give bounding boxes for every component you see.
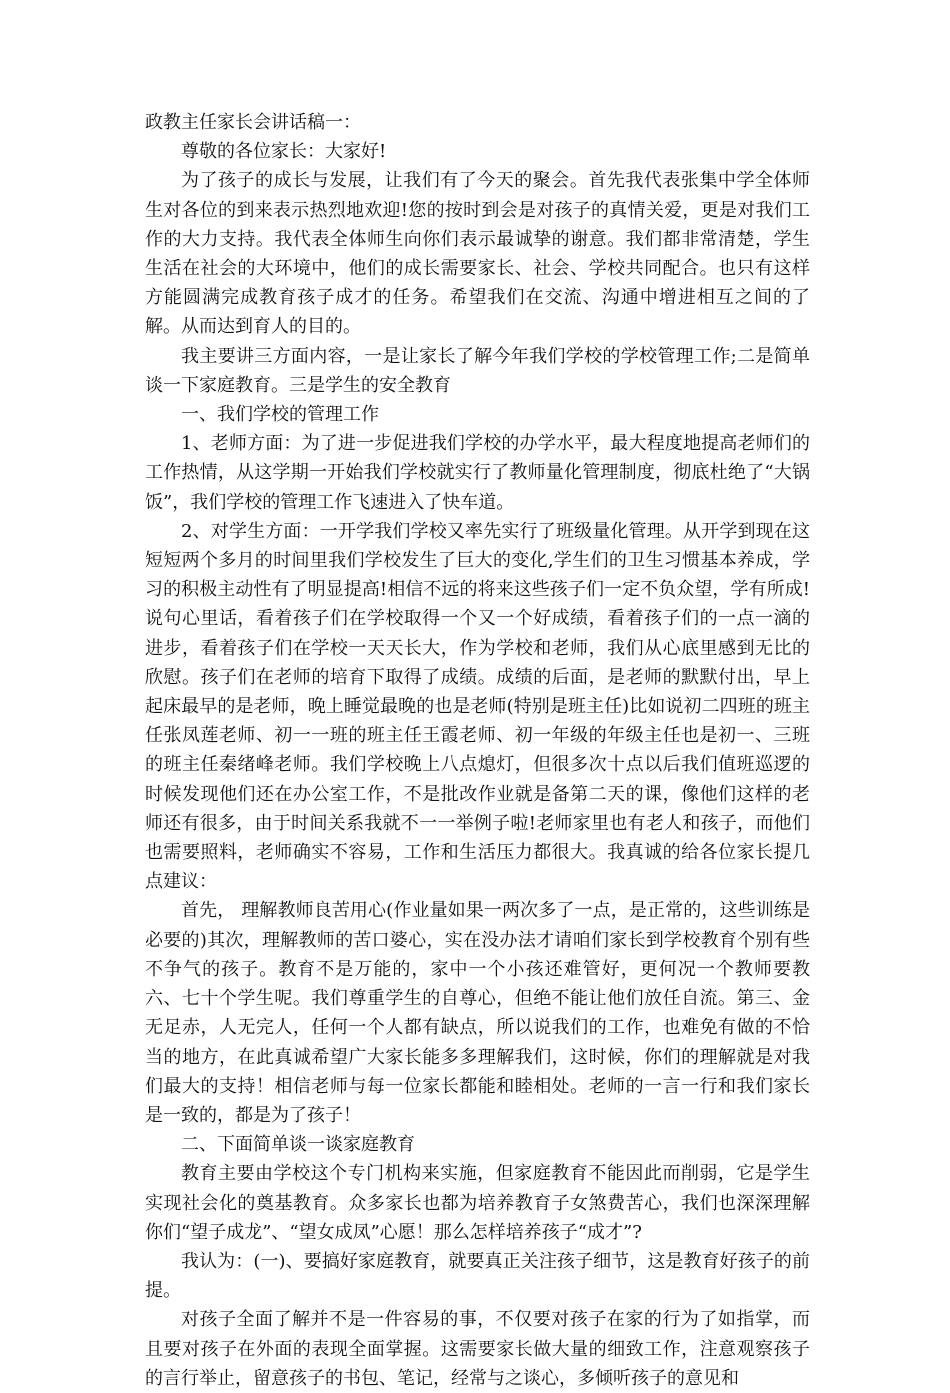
paragraph-greeting: 尊敬的各位家长：大家好! [181,141,387,163]
paragraph-opinion: 我认为：(一)、要搞好家庭教育，就要真正关注孩子细节，这是教育好孩子的前提。 [145,1250,810,1302]
paragraph-welcome: 为了孩子的成长与发展，让我们有了今天的聚会。首先我代表张集中学全体师生对各位的到来表示热烈地欢迎!您的按时到会是对孩子的真情关爱，更是对我们工作的大力支持。我代表全体师生向你们表示最诚挚的谢意。我们都非常清楚，学生生活在社会的大环境中，他们的成长需要家长、社会、学校共同配合。也只有这样方能圆满完成教育孩子成才的任务。希望我们在交流、沟通中增进相互之间的了解。从而达到育人的目的。 [145,170,810,338]
section-heading-management: 一、我们学校的管理工作 [181,404,379,426]
paragraph-suggestions: 首先， 理解教师良苦用心(作业量如果一两次多了一点，是正常的，这些训练是必要的)其次，理解教师的苦口婆心，实在没办法才请咱们家长到学校教育个别有些不争气的孩子。教育不是万能的，家中一个小孩还难管好，更何况一个教师要教六、七十个学生呢。我们尊重学生的自尊心，但绝不能让他们放任自流。第三、金无足赤，人无完人，任何一个人都有缺点，所以说我们的工作，也难免有做的不恰当的地方，在此真诚希望广大家长能多多理解我们，这时候，你们的理解就是对我们最大的支持！相信老师与每一位家长都能和睦相处。老师的一言一行和我们家长是一致的，都是为了孩子！ [145,900,810,1126]
paragraph-outline: 我主要讲三方面内容，一是让家长了解今年我们学校的学校管理工作;二是简单谈一下家庭教育。三是学生的安全教育 [145,345,810,396]
paragraph-understanding-children: 对孩子全面了解并不是一件容易的事，不仅要对孩子在家的行为了如指掌，而且要对孩子在外面的表现全面掌握。这需要家长做大量的细致工作，注意观察孩子的言行举止，留意孩子的书包、笔记，经常与之谈心，多倾听孩子的意见和 [145,1309,810,1389]
document-title: 政教主任家长会讲话稿一： [145,112,361,133]
document-body [145,108,810,1393]
paragraph-family-education: 教育主要由学校这个专门机构来实施，但家庭教育不能因此而削弱，它是学生实现社会化的奠基教育。众多家长也都为培养教育子女煞费苦心，我们也深深理解你们“望子成龙”、“望女成凤”心愿！那么怎样培养孩子“成才”? [145,1163,810,1243]
paragraph-teachers: 1、老师方面：为了进一步促进我们学校的办学水平，最大程度地提高老师们的工作热情，从这学期一开始我们学校就实行了教师量化管理制度，彻底杜绝了“大锅饭”，我们学校的管理工作飞速进入了快车道。 [145,433,810,513]
section-heading-family-education: 二、下面简单谈一谈家庭教育 [181,1134,415,1156]
paragraph-students: 2、对学生方面：一开学我们学校又率先实行了班级量化管理。从开学到现在这短短两个多月的时间里我们学校发生了巨大的变化,学生们的卫生习惯基本养成，学习的积极主动性有了明显提高!相信不远的将来这些孩子们一定不负众望，学有所成!说句心里话，看着孩子们在学校取得一个又一个好成绩，看着孩子们的一点一滴的进步，看着孩子们在学校一天天长大，作为学校和老师，我们从心底里感到无比的欣慰。孩子们在老师的培育下取得了成绩。成绩的后面，是老师的默默付出，早上起床最早的是老师，晚上睡觉最晚的也是老师(特别是班主任)比如说初二四班的班主任张凤莲老师、初一一班的班主任王霞老师、初一年级的年级主任也是初一、三班的班主任秦绪峰老师。我们学校晚上八点熄灯，但很多次十点以后我们值班巡逻的时候发现他们还在办公室工作，不是批改作业就是备第二天的课，像他们这样的老师还有很多，由于时间关系我就不一一举例子啦!老师家里也有老人和孩子，而他们也需要照料，老师确实不容易，工作和生活压力都很大。我真诚的给各位家长提几点建议： [145,520,810,893]
